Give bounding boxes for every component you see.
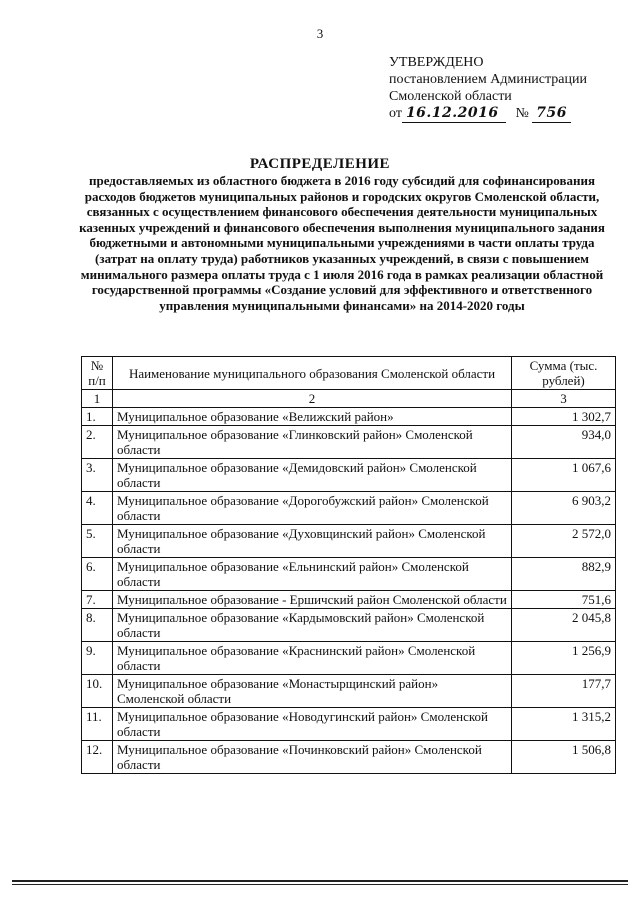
table-header-row bbox=[82, 357, 616, 390]
bottom-divider-thin bbox=[12, 884, 628, 885]
row-sum: 177,7 bbox=[512, 675, 616, 708]
header-number: № п/п bbox=[82, 357, 113, 390]
row-name: Муниципальное образование «Духовщинский район» Смоленской области bbox=[113, 525, 512, 558]
row-number: 3. bbox=[82, 459, 113, 492]
bottom-divider bbox=[12, 880, 628, 882]
row-number: 6. bbox=[82, 558, 113, 591]
row-name: Муниципальное образование «Демидовский район» Смоленской области bbox=[113, 459, 512, 492]
row-sum: 1 067,6 bbox=[512, 459, 616, 492]
approval-date-line bbox=[389, 105, 587, 123]
index-cell: 2 bbox=[113, 390, 512, 408]
row-name: Муниципальное образование «Глинковский район» Смоленской области bbox=[113, 426, 512, 459]
approval-line-3: Смоленской области bbox=[389, 89, 512, 104]
row-number: 11. bbox=[82, 708, 113, 741]
table-row bbox=[82, 525, 616, 558]
index-cell: 3 bbox=[512, 390, 616, 408]
row-number: 8. bbox=[82, 609, 113, 642]
approval-line-2: постановлением Администрации bbox=[389, 72, 587, 87]
header-name: Наименование муниципального образования Смоленской области bbox=[113, 357, 512, 390]
row-sum: 2 572,0 bbox=[512, 525, 616, 558]
row-name: Муниципальное образование «Новодугинский район» Смоленской области bbox=[113, 708, 512, 741]
row-number: 2. bbox=[82, 426, 113, 459]
row-number: 1. bbox=[82, 408, 113, 426]
row-name: Муниципальное образование «Дорогобужский район» Смоленской области bbox=[113, 492, 512, 525]
table-index-row bbox=[82, 390, 616, 408]
row-sum: 2 045,8 bbox=[512, 609, 616, 642]
row-number: 12. bbox=[82, 741, 113, 774]
index-cell: 1 bbox=[82, 390, 113, 408]
table-row bbox=[82, 675, 616, 708]
table-row bbox=[82, 426, 616, 459]
table-row bbox=[82, 459, 616, 492]
header-sum: Сумма (тыс. рублей) bbox=[512, 357, 616, 390]
table-row bbox=[82, 708, 616, 741]
row-number: 4. bbox=[82, 492, 113, 525]
row-sum: 1 256,9 bbox=[512, 642, 616, 675]
row-name: Муниципальное образование - Ершичский район Смоленской области bbox=[113, 591, 512, 609]
row-name: Муниципальное образование «Велижский район» bbox=[113, 408, 512, 426]
number-label: № bbox=[515, 106, 529, 121]
table-row bbox=[82, 492, 616, 525]
table-row bbox=[82, 741, 616, 774]
row-number: 5. bbox=[82, 525, 113, 558]
document-title: РАСПРЕДЕЛЕНИЕ bbox=[249, 156, 391, 172]
row-sum: 1 506,8 bbox=[512, 741, 616, 774]
row-sum: 882,9 bbox=[512, 558, 616, 591]
row-sum: 1 302,7 bbox=[512, 408, 616, 426]
approval-heading: УТВЕРЖДЕНО bbox=[389, 55, 484, 70]
row-sum: 934,0 bbox=[512, 426, 616, 459]
row-number: 7. bbox=[82, 591, 113, 609]
row-name: Муниципальное образование «Кардымовский район» Смоленской области bbox=[113, 609, 512, 642]
distribution-table bbox=[81, 356, 616, 774]
table-row bbox=[82, 642, 616, 675]
row-number: 10. bbox=[82, 675, 113, 708]
row-name: Муниципальное образование «Починковский район» Смоленской области bbox=[113, 741, 512, 774]
approval-date: 16.12.2016 bbox=[402, 105, 506, 123]
row-name: Муниципальное образование «Монастырщинский район» Смоленской области bbox=[113, 675, 512, 708]
row-sum: 6 903,2 bbox=[512, 492, 616, 525]
row-name: Муниципальное образование «Краснинский район» Смоленской области bbox=[113, 642, 512, 675]
approval-block bbox=[389, 54, 587, 123]
row-name: Муниципальное образование «Ельнинский район» Смоленской области bbox=[113, 558, 512, 591]
row-sum: 751,6 bbox=[512, 591, 616, 609]
row-sum: 1 315,2 bbox=[512, 708, 616, 741]
document-subtitle: предоставляемых из областного бюджета в 2016 году субсидий для софинансирования расходов бюджетов муниципальных районов и городских округов Смоленской области, связанных с осуществлением финансового обеспечения деятельности муниципальных казенных учреждений и финансового обеспечения выполнения муниципального задания бюджетными и автономными муниципальными учреждениями в части оплаты труда (затрат на оплату труда) работников указанных учреждений, в связи с повышением минимального размера оплаты труда с 1 июля 2016 года в рамках реализации областной государственной программы «Создание условий для эффективного и ответственного управления муниципальными финансами» на 2014-2020 годы bbox=[79, 173, 605, 313]
page-number: 3 bbox=[316, 26, 324, 41]
table-row bbox=[82, 408, 616, 426]
from-label: от bbox=[389, 106, 402, 121]
row-number: 9. bbox=[82, 642, 113, 675]
approval-number: 756 bbox=[532, 105, 571, 123]
table-row bbox=[82, 591, 616, 609]
table-row bbox=[82, 558, 616, 591]
table-row bbox=[82, 609, 616, 642]
